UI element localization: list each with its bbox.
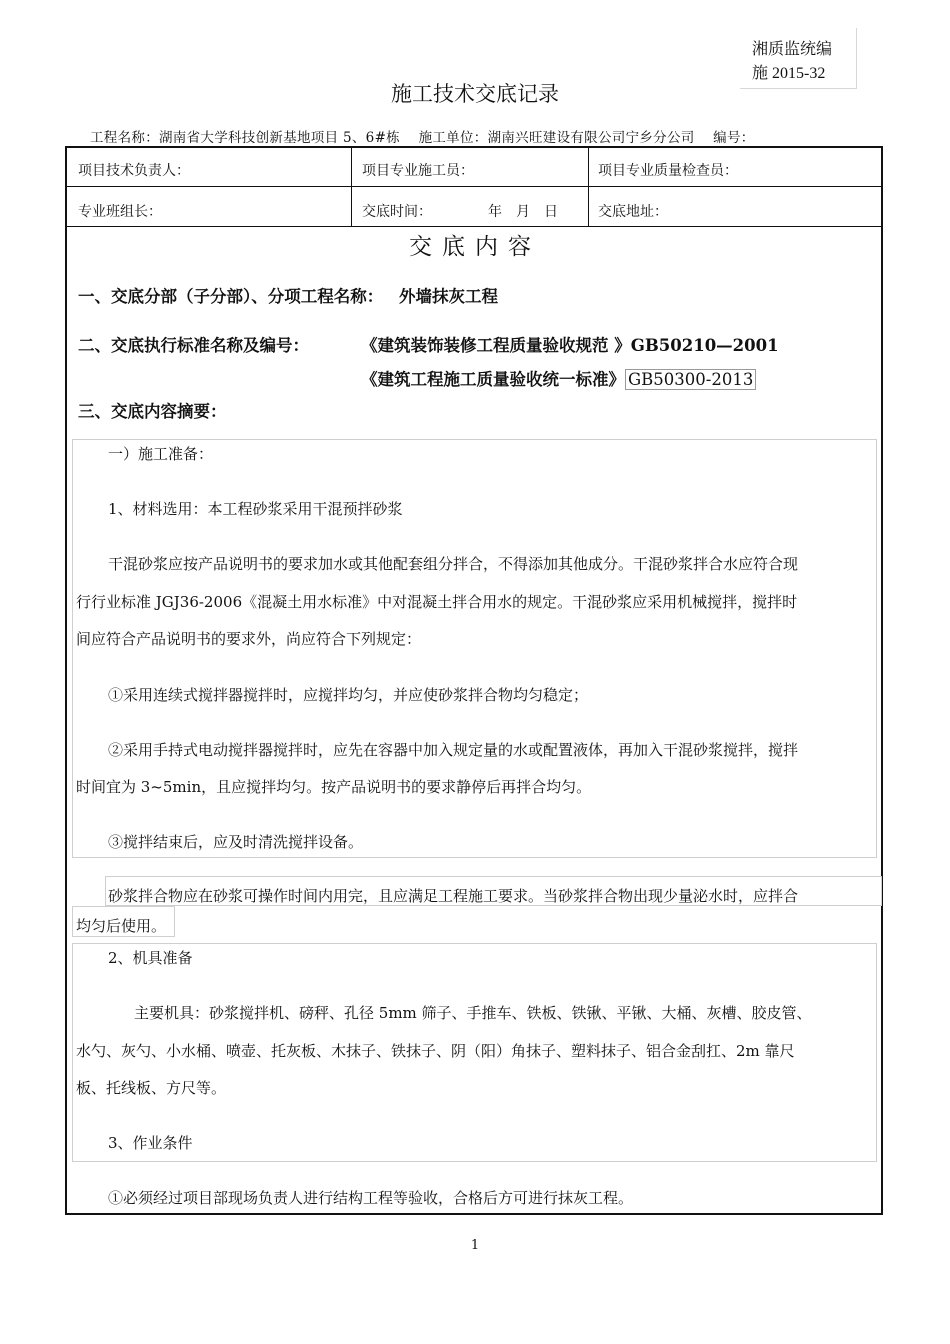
col-divider-2 bbox=[588, 146, 589, 227]
section2-standard-2-code: GB50300-2013 bbox=[625, 369, 756, 390]
form-code-line2: 施 2015-32 bbox=[752, 65, 826, 82]
tech-lead-label: 项目技术负责人： bbox=[78, 163, 190, 179]
dry-mortar-line3: 间应符合产品说明书的要求外，尚应符合下列规定： bbox=[76, 630, 422, 648]
page-title: 施工技术交底记录 bbox=[391, 82, 559, 106]
section2-label: 二、交底执行标准名称及编号： bbox=[78, 336, 309, 355]
work-conditions-title: 3、作业条件 bbox=[108, 1134, 193, 1152]
section1-label: 一、交底分部（子分部）、分项工程名称： bbox=[78, 287, 384, 306]
mixing-rule-2-line2: 时间宜为 3~5min，且应搅拌均匀。按产品说明书的要求静停后再拌合均匀。 bbox=[76, 778, 592, 796]
section2-standard-2-name: 《建筑工程施工质量验收统一标准》 bbox=[361, 370, 625, 389]
work-condition-1: ①必须经过项目部现场负责人进行结构工程等验收，合格后方可进行抹灰工程。 bbox=[108, 1189, 634, 1207]
tools-line2: 水勺、灰勺、小水桶、喷壶、托灰板、木抹子、铁抹子、阴（阳）角抹子、塑料抹子、铝合金刮扛、2m 靠尺 bbox=[76, 1042, 795, 1060]
section1-value: 外墙抹灰工程 bbox=[399, 287, 498, 306]
mixing-rule-1: ①采用连续式搅拌器搅拌时，应搅拌均匀，并应使砂浆拌合物均匀稳定； bbox=[108, 686, 589, 704]
construction-unit: 施工单位：湖南兴旺建设有限公司宁乡分公司 bbox=[418, 130, 695, 146]
project-name: 工程名称：湖南省大学科技创新基地项目 5、6#栋 bbox=[90, 130, 400, 146]
site-engineer-label: 项目专业施工员： bbox=[362, 163, 474, 179]
page-number: 1 bbox=[470, 1238, 480, 1253]
prep-title: 一）施工准备： bbox=[108, 445, 214, 463]
mortar-note-line1: 砂浆拌合物应在砂浆可操作时间内用完，且应满足工程施工要求。当砂浆拌合物出现少量泌水时，应拌合 bbox=[108, 887, 799, 905]
briefing-location-label: 交底地址： bbox=[598, 204, 668, 220]
mortar-note-line2: 均匀后使用。 bbox=[76, 917, 167, 935]
dry-mortar-line2: 行行业标准 JGJ36-2006《混凝土用水标准》中对混凝土拌合用水的规定。干混砂浆应采用机械搅拌，搅拌时 bbox=[76, 593, 798, 611]
section1 bbox=[78, 283, 498, 307]
record-number: 编号： bbox=[713, 130, 755, 146]
row-divider-1 bbox=[65, 186, 883, 187]
briefing-date-placeholder: 年 月 日 bbox=[488, 204, 558, 220]
tools-line3: 板、托线板、方尺等。 bbox=[76, 1079, 227, 1097]
form-code-line1: 湘质监统编 bbox=[752, 41, 833, 58]
content-heading: 交底内容 bbox=[409, 234, 541, 260]
mixing-rule-3: ③搅拌结束后，应及时清洗搅拌设备。 bbox=[108, 833, 364, 851]
section2-standard-2 bbox=[361, 366, 756, 390]
quality-inspector-label: 项目专业质量检查员： bbox=[598, 163, 738, 179]
project-info-line bbox=[90, 126, 769, 146]
team-leader-label: 专业班组长： bbox=[78, 204, 162, 220]
section3-label: 三、交底内容摘要： bbox=[78, 402, 227, 421]
mixing-rule-2-line1: ②采用手持式电动搅拌器搅拌时，应先在容器中加入规定量的水或配置液体，再加入干混砂浆搅拌，搅拌 bbox=[108, 741, 799, 759]
material-selection: 1、材料选用：本工程砂浆采用干混预拌砂浆 bbox=[108, 500, 403, 518]
tools-line1: 主要机具：砂浆搅拌机、磅秤、孔径 5mm 筛子、手推车、铁板、铁锹、平锹、大桶、灰槽、胶皮管、 bbox=[134, 1004, 812, 1022]
dry-mortar-line1: 干混砂浆应按产品说明书的要求加水或其他配套组分拌合，不得添加其他成分。干混砂浆拌合水应符合现 bbox=[108, 555, 799, 573]
row-divider-2 bbox=[65, 226, 883, 227]
tools-title: 2、机具准备 bbox=[108, 949, 193, 967]
briefing-time-label: 交底时间： bbox=[362, 204, 432, 220]
section2-standard-1: 《建筑装饰装修工程质量验收规范 》GB50210—2001 bbox=[361, 336, 779, 355]
col-divider-1 bbox=[351, 146, 352, 227]
